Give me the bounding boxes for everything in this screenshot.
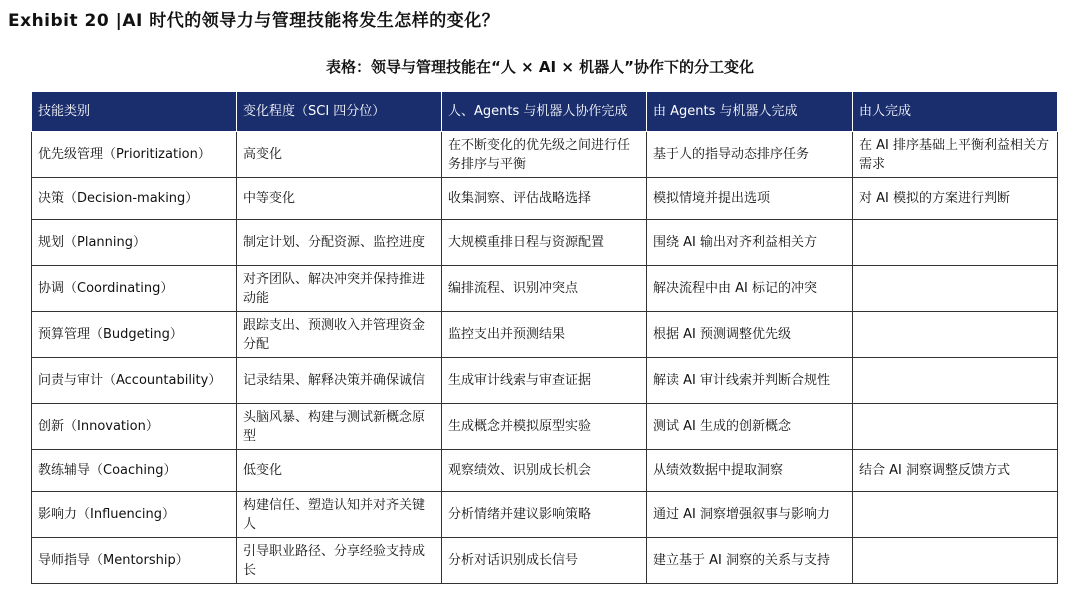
cell-collab: 大规模重排日程与资源配置 bbox=[442, 220, 647, 266]
cell-skill: 教练辅导（Coaching） bbox=[32, 450, 237, 492]
cell-skill: 导师指导（Mentorship） bbox=[32, 538, 237, 584]
table-row bbox=[32, 178, 1058, 220]
header-collaboration: 人、Agents 与机器人协作完成 bbox=[442, 92, 647, 132]
cell-collab: 观察绩效、识别成长机会 bbox=[442, 450, 647, 492]
cell-agents: 测试 AI 生成的创新概念 bbox=[647, 404, 853, 450]
cell-degree: 中等变化 bbox=[237, 178, 442, 220]
table-row bbox=[32, 312, 1058, 358]
table-row bbox=[32, 266, 1058, 312]
cell-degree: 头脑风暴、构建与测试新概念原型 bbox=[237, 404, 442, 450]
cell-human bbox=[853, 358, 1058, 404]
exhibit-title: Exhibit 20 |AI 时代的领导力与管理技能将发生怎样的变化？ bbox=[8, 11, 500, 31]
table-header-row bbox=[32, 92, 1058, 132]
cell-degree: 引导职业路径、分享经验支持成长 bbox=[237, 538, 442, 584]
table-row bbox=[32, 358, 1058, 404]
cell-collab: 分析对话识别成长信号 bbox=[442, 538, 647, 584]
cell-human bbox=[853, 538, 1058, 584]
cell-agents: 模拟情境并提出选项 bbox=[647, 178, 853, 220]
cell-degree: 高变化 bbox=[237, 132, 442, 178]
cell-agents: 根据 AI 预测调整优先级 bbox=[647, 312, 853, 358]
skills-table bbox=[31, 91, 1058, 584]
cell-human: 在 AI 排序基础上平衡利益相关方需求 bbox=[853, 132, 1058, 178]
cell-skill: 问责与审计（Accountability） bbox=[32, 358, 237, 404]
cell-collab: 监控支出并预测结果 bbox=[442, 312, 647, 358]
cell-human bbox=[853, 220, 1058, 266]
cell-agents: 基于人的指导动态排序任务 bbox=[647, 132, 853, 178]
cell-skill: 协调（Coordinating） bbox=[32, 266, 237, 312]
cell-degree: 构建信任、塑造认知并对齐关键人 bbox=[237, 492, 442, 538]
cell-collab: 在不断变化的优先级之间进行任务排序与平衡 bbox=[442, 132, 647, 178]
table-row bbox=[32, 220, 1058, 266]
cell-degree: 对齐团队、解决冲突并保持推进动能 bbox=[237, 266, 442, 312]
cell-skill: 决策（Decision-making） bbox=[32, 178, 237, 220]
cell-human bbox=[853, 266, 1058, 312]
table-row bbox=[32, 132, 1058, 178]
table-caption: 表格：领导与管理技能在“人 × AI × 机器人”协作下的分工变化 bbox=[326, 58, 754, 76]
cell-human: 结合 AI 洞察调整反馈方式 bbox=[853, 450, 1058, 492]
table-row bbox=[32, 450, 1058, 492]
header-skill-category: 技能类别 bbox=[32, 92, 237, 132]
cell-degree: 低变化 bbox=[237, 450, 442, 492]
table-row bbox=[32, 538, 1058, 584]
table-row bbox=[32, 492, 1058, 538]
cell-skill: 预算管理（Budgeting） bbox=[32, 312, 237, 358]
cell-human bbox=[853, 492, 1058, 538]
cell-collab: 收集洞察、评估战略选择 bbox=[442, 178, 647, 220]
header-agents-robots: 由 Agents 与机器人完成 bbox=[647, 92, 853, 132]
cell-agents: 从绩效数据中提取洞察 bbox=[647, 450, 853, 492]
cell-degree: 记录结果、解释决策并确保诚信 bbox=[237, 358, 442, 404]
cell-skill: 影响力（Influencing） bbox=[32, 492, 237, 538]
cell-agents: 建立基于 AI 洞察的关系与支持 bbox=[647, 538, 853, 584]
cell-human bbox=[853, 312, 1058, 358]
table-row bbox=[32, 404, 1058, 450]
cell-skill: 规划（Planning） bbox=[32, 220, 237, 266]
cell-collab: 生成审计线索与审查证据 bbox=[442, 358, 647, 404]
cell-agents: 围绕 AI 输出对齐利益相关方 bbox=[647, 220, 853, 266]
cell-agents: 通过 AI 洞察增强叙事与影响力 bbox=[647, 492, 853, 538]
cell-collab: 生成概念并模拟原型实验 bbox=[442, 404, 647, 450]
cell-human bbox=[853, 404, 1058, 450]
cell-collab: 编排流程、识别冲突点 bbox=[442, 266, 647, 312]
header-change-degree: 变化程度（SCI 四分位） bbox=[237, 92, 442, 132]
cell-degree: 跟踪支出、预测收入并管理资金分配 bbox=[237, 312, 442, 358]
cell-agents: 解读 AI 审计线索并判断合规性 bbox=[647, 358, 853, 404]
cell-degree: 制定计划、分配资源、监控进度 bbox=[237, 220, 442, 266]
cell-human: 对 AI 模拟的方案进行判断 bbox=[853, 178, 1058, 220]
cell-skill: 创新（Innovation） bbox=[32, 404, 237, 450]
cell-collab: 分析情绪并建议影响策略 bbox=[442, 492, 647, 538]
cell-skill: 优先级管理（Prioritization） bbox=[32, 132, 237, 178]
cell-agents: 解决流程中由 AI 标记的冲突 bbox=[647, 266, 853, 312]
header-human: 由人完成 bbox=[853, 92, 1058, 132]
